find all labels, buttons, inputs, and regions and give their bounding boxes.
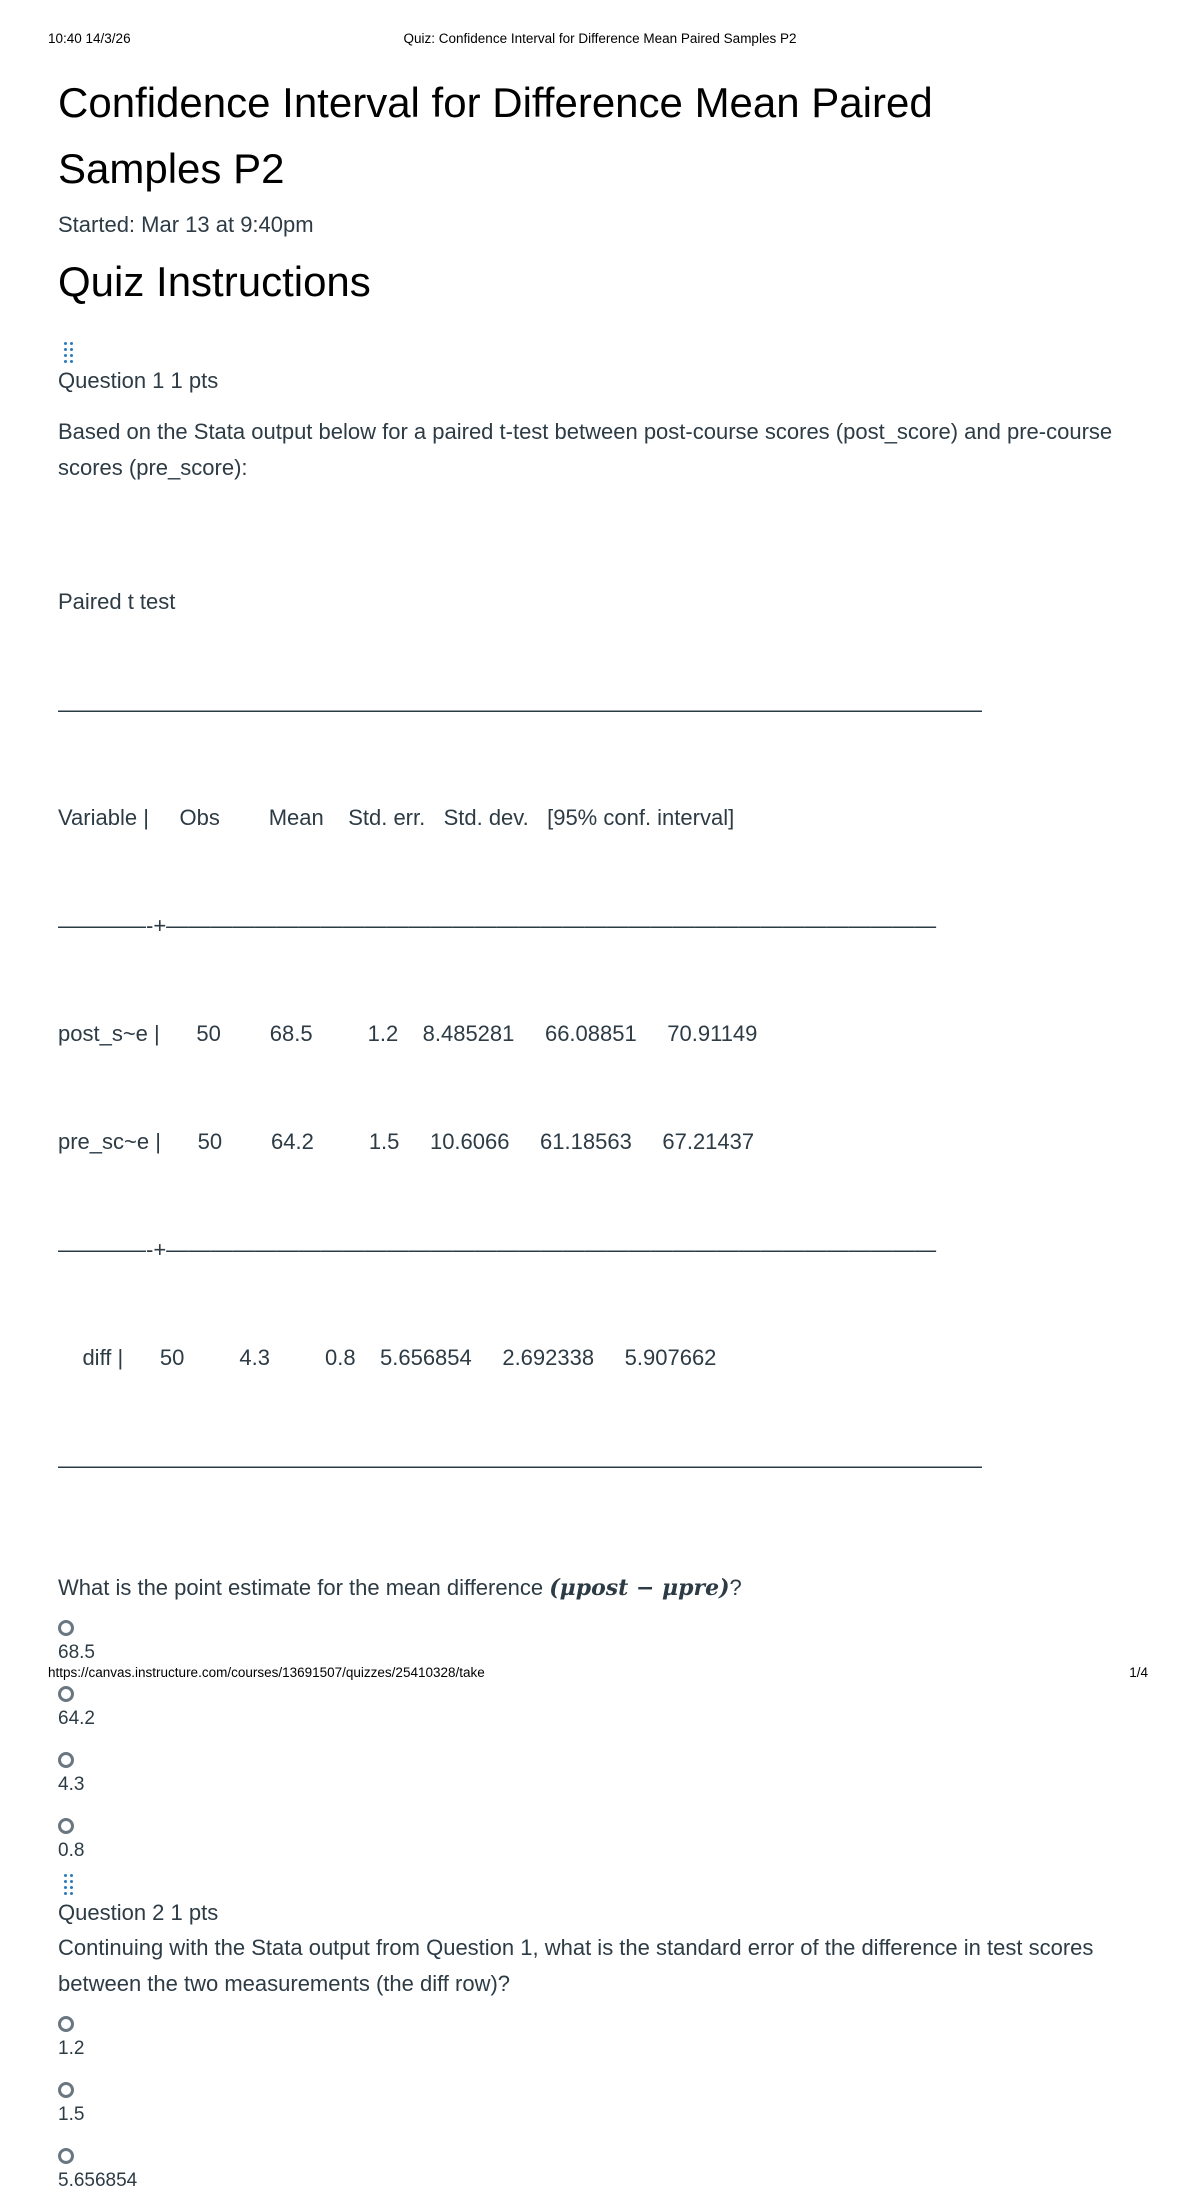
drag-handle-icon[interactable] [62,1872,78,1898]
question-prompt [58,1570,1148,1606]
stata-line: ————-+——————————————————————————————————— [58,1237,937,1262]
math-expression: (μpost − μpre) [549,1575,730,1601]
answer-list [58,2016,1148,2194]
question-prompt-end: ? [729,1575,742,1600]
print-page-number: 1/4 [1129,1665,1148,1680]
stata-output [58,512,1148,1556]
print-footer [48,1665,1152,1683]
quiz-started-time: Started: Mar 13 at 9:40pm [58,212,314,237]
question-prompt-text: What is the point estimate for the mean difference [58,1575,550,1600]
stata-line: —————————————————————————————————————————— [58,1453,982,1478]
answer-label[interactable]: 5.656854 [58,2170,138,2191]
quiz-content [58,70,1148,2194]
question-text: Continuing with the Stata output from Question 1, what is the standard error of the difference in test scores between the two measurements (the diff row)? [58,1935,1094,1996]
radio-button[interactable] [58,1752,74,1768]
radio-button[interactable] [58,1818,74,1834]
question-intro: Based on the Stata output below for a paired t-test between post-course scores (post_score) and pre-course scores (pre_score): [58,419,1113,480]
question-header: Question 2 1 pts [58,1900,219,1925]
drag-handle-icon[interactable] [62,340,78,366]
stata-line: post_s~e | 50 68.5 1.2 8.485281 66.08851 70.91149 [58,1021,758,1046]
radio-button[interactable] [58,1620,74,1636]
answer-option [58,2148,1148,2194]
answer-label[interactable]: 68.5 [58,1642,95,1663]
answer-list [58,1620,1148,1864]
stata-line: diff | 50 4.3 0.8 5.656854 2.692338 5.907662 [58,1345,717,1370]
radio-button[interactable] [58,2148,74,2164]
stata-line: ————-+——————————————————————————————————— [58,913,937,938]
print-title: Quiz: Confidence Interval for Difference Mean Paired Samples P2 [403,31,797,46]
quiz-instructions-heading: Quiz Instructions [58,258,371,305]
answer-option [58,2016,1148,2062]
print-datetime: 10:40 14/3/26 [48,31,131,46]
radio-button[interactable] [58,2016,74,2032]
question-header: Question 1 1 pts [58,368,219,393]
stata-line: Variable | Obs Mean Std. err. Std. dev. [95% conf. interval] [58,805,735,830]
answer-option [58,2082,1148,2128]
answer-label[interactable]: 1.5 [58,2104,85,2125]
question-1 [58,340,1148,1864]
stata-line: Paired t test [58,589,176,614]
radio-button[interactable] [58,1686,74,1702]
answer-label[interactable]: 4.3 [58,1774,85,1795]
radio-button[interactable] [58,2082,74,2098]
answer-label[interactable]: 1.2 [58,2038,85,2059]
answer-option [58,1686,1148,1732]
quiz-title: Confidence Interval for Difference Mean Paired Samples P2 [58,79,933,192]
answer-label[interactable]: 64.2 [58,1708,95,1729]
answer-option [58,1752,1148,1798]
question-2 [58,1872,1148,2194]
print-url: https://canvas.instructure.com/courses/13691507/quizzes/25410328/take [48,1665,485,1680]
answer-label[interactable]: 0.8 [58,1840,85,1861]
answer-option [58,1620,1148,1666]
answer-option [58,1818,1148,1864]
stata-line: pre_sc~e | 50 64.2 1.5 10.6066 61.18563 67.21437 [58,1129,755,1154]
print-header [48,31,1152,49]
stata-line: —————————————————————————————————————————— [58,697,982,722]
